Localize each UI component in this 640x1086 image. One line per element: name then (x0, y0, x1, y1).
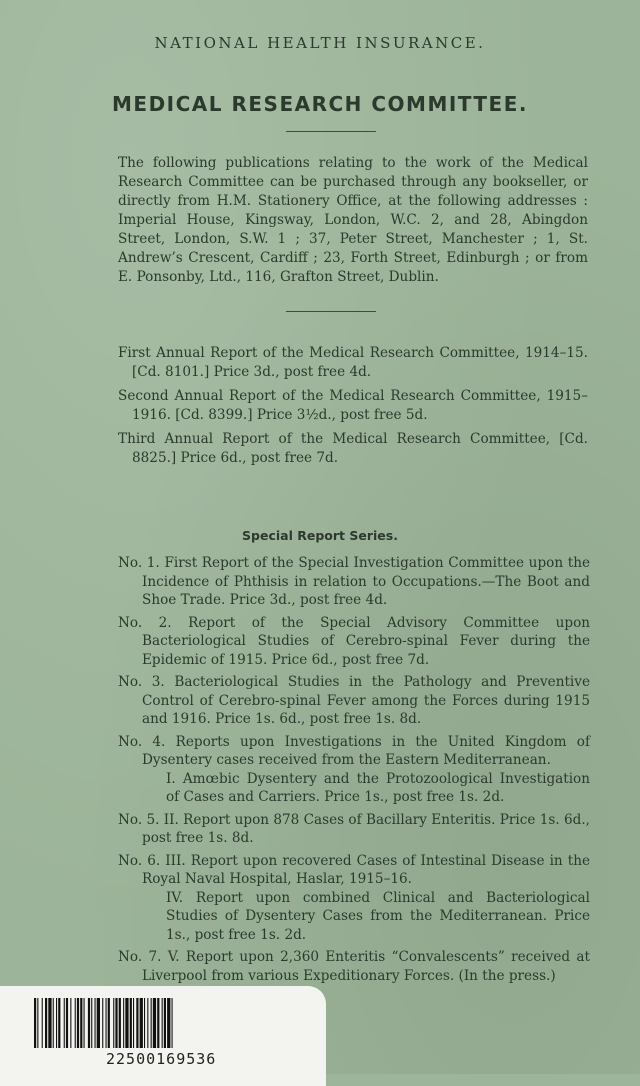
intro-paragraph: The following publications relating to the work of the Medical Research Committee can be purchased through any bookseller, or directly from H.M. Stationery Office, at the following addresses : Imperial House, Kingsway, London, W.C. 2, and 28, Abingdon Street, London, S.W. 1 ; 37, Peter Street, Manchester ; 1, St. Andrew’s Crescent, Cardiff ; 23, Forth Street, Edinburgh ; or from E. Ponsonby, Ltd., 116, Grafton Street, Dublin. (118, 155, 588, 285)
barcode-bar (97, 998, 100, 1048)
barcode-bar (88, 998, 90, 1048)
series-text: First Report of the Special Investigation Committee upon the Incidence of Phthisis in relation to Occupations.—The Boot and Shoe Trade. Price 3d., post free 4d. (142, 555, 590, 608)
barcode-bar (106, 998, 107, 1048)
barcode-bar (37, 998, 38, 1048)
series-item-1 (118, 554, 590, 610)
annual-report-item: Second Annual Report of the Medical Research Committee, 1915–1916. [Cd. 8399.] Price 3½d., post free 5d. (118, 388, 588, 423)
barcode-bar (147, 998, 148, 1048)
barcode-bar (84, 998, 85, 1048)
series-item-2 (118, 614, 590, 670)
barcode-bar (140, 998, 143, 1048)
barcode-bar (151, 998, 152, 1048)
special-series-title: Special Report Series. (242, 528, 398, 543)
series-number: No. 5. (118, 811, 160, 828)
annual-report-item: First Annual Report of the Medical Research Committee, 1914–15. [Cd. 8101.] Price 3d., post free 4d. (118, 345, 588, 380)
barcode-bar (133, 998, 134, 1048)
barcode-bar (70, 998, 71, 1048)
series-number: No. 3. (118, 674, 165, 690)
barcode-bar (53, 998, 54, 1048)
barcode-bar (48, 998, 51, 1048)
special-series-list (118, 554, 590, 989)
barcode-bar (108, 998, 110, 1048)
barcode-bar (167, 998, 170, 1048)
barcode-bar (123, 998, 124, 1048)
series-text: Report of the Special Advisory Committee upon Bacteriological Studies of Cerebro-spinal Fever during the Epidemic of 1915. Price 6d., post free 7d. (142, 614, 591, 668)
annual-reports-list (118, 344, 588, 473)
series-subitem: I. Amœbic Dysentery and the Protozoological Investigation of Cases and Carriers. Price 1s., post free 1s. 2d. (166, 770, 590, 805)
barcode-bar (45, 998, 47, 1048)
series-text: III. Report upon recovered Cases of Intestinal Disease in the Royal Naval Hospital, Haslar, 1915–16. (142, 852, 590, 887)
series-number: No. 4. (118, 733, 166, 750)
annual-report-item: Third Annual Report of the Medical Research Committee, [Cd. 8825.] Price 6d., post free 7d. (118, 431, 588, 466)
barcode-bar (153, 998, 156, 1048)
series-text: Bacteriological Studies in the Pathology and Preventive Control of Cerebro-spinal Fever among the Forces during 1915 and 1916. Price 1s. 6d., post free 1s. 8d. (142, 674, 590, 727)
series-number: No. 6. (118, 852, 161, 869)
barcode-bar (95, 998, 96, 1048)
series-text: II. Report upon 878 Cases of Bacillary Enteritis. Price 1s. 6d., post free 1s. 8d. (142, 811, 590, 846)
committee-title: MEDICAL RESEARCH COMMITTEE. (112, 92, 528, 116)
series-item-4 (118, 733, 590, 807)
barcode-bar (144, 998, 145, 1048)
barcode-bar (91, 998, 92, 1048)
barcode-bar (56, 998, 57, 1048)
header-title: NATIONAL HEALTH INSURANCE. (154, 34, 486, 52)
barcode-bar (162, 998, 163, 1048)
barcode-bar (77, 998, 79, 1048)
series-item-3 (118, 673, 590, 729)
title-rule (286, 131, 376, 132)
series-number: No. 2. (118, 614, 172, 631)
series-item-6 (118, 852, 590, 945)
barcode-bar (34, 998, 36, 1048)
series-text: V. Report upon 2,360 Enteritis “Convalescents” received at Liverpool from various Expeditionary Forces. (In the press.) (142, 949, 591, 984)
barcode-bar (64, 998, 65, 1048)
series-item-7 (118, 948, 590, 985)
barcode-bar (172, 998, 173, 1048)
barcode-bar (119, 998, 121, 1048)
barcode-bar (58, 998, 60, 1048)
series-number: No. 7. (118, 949, 162, 965)
barcode-bar (113, 998, 114, 1048)
barcode-bar (66, 998, 68, 1048)
barcode-bar (157, 998, 159, 1048)
barcode-bar (42, 998, 43, 1048)
barcode-bar (75, 998, 76, 1048)
series-text: Reports upon Investigations in the United Kingdom of Dysentery cases received from the Eastern Mediterranean. (142, 733, 591, 768)
barcode-bar (125, 998, 128, 1048)
series-subitem: IV. Report upon combined Clinical and Bacteriological Studies of Dysentery Cases from the Mediterranean. Price 1s., post free 1s. 2d. (166, 889, 590, 943)
barcode-bar (102, 998, 103, 1048)
barcode-icon (34, 998, 296, 1048)
barcode-bar (164, 998, 166, 1048)
barcode-number: 22500169536 (106, 1050, 217, 1068)
series-item-5 (118, 811, 590, 848)
series-number: No. 1. (118, 555, 160, 571)
section-rule (286, 311, 376, 312)
barcode-bar (115, 998, 117, 1048)
barcode-bar (80, 998, 82, 1048)
barcode-bar (130, 998, 132, 1048)
barcode-bar (136, 998, 138, 1048)
